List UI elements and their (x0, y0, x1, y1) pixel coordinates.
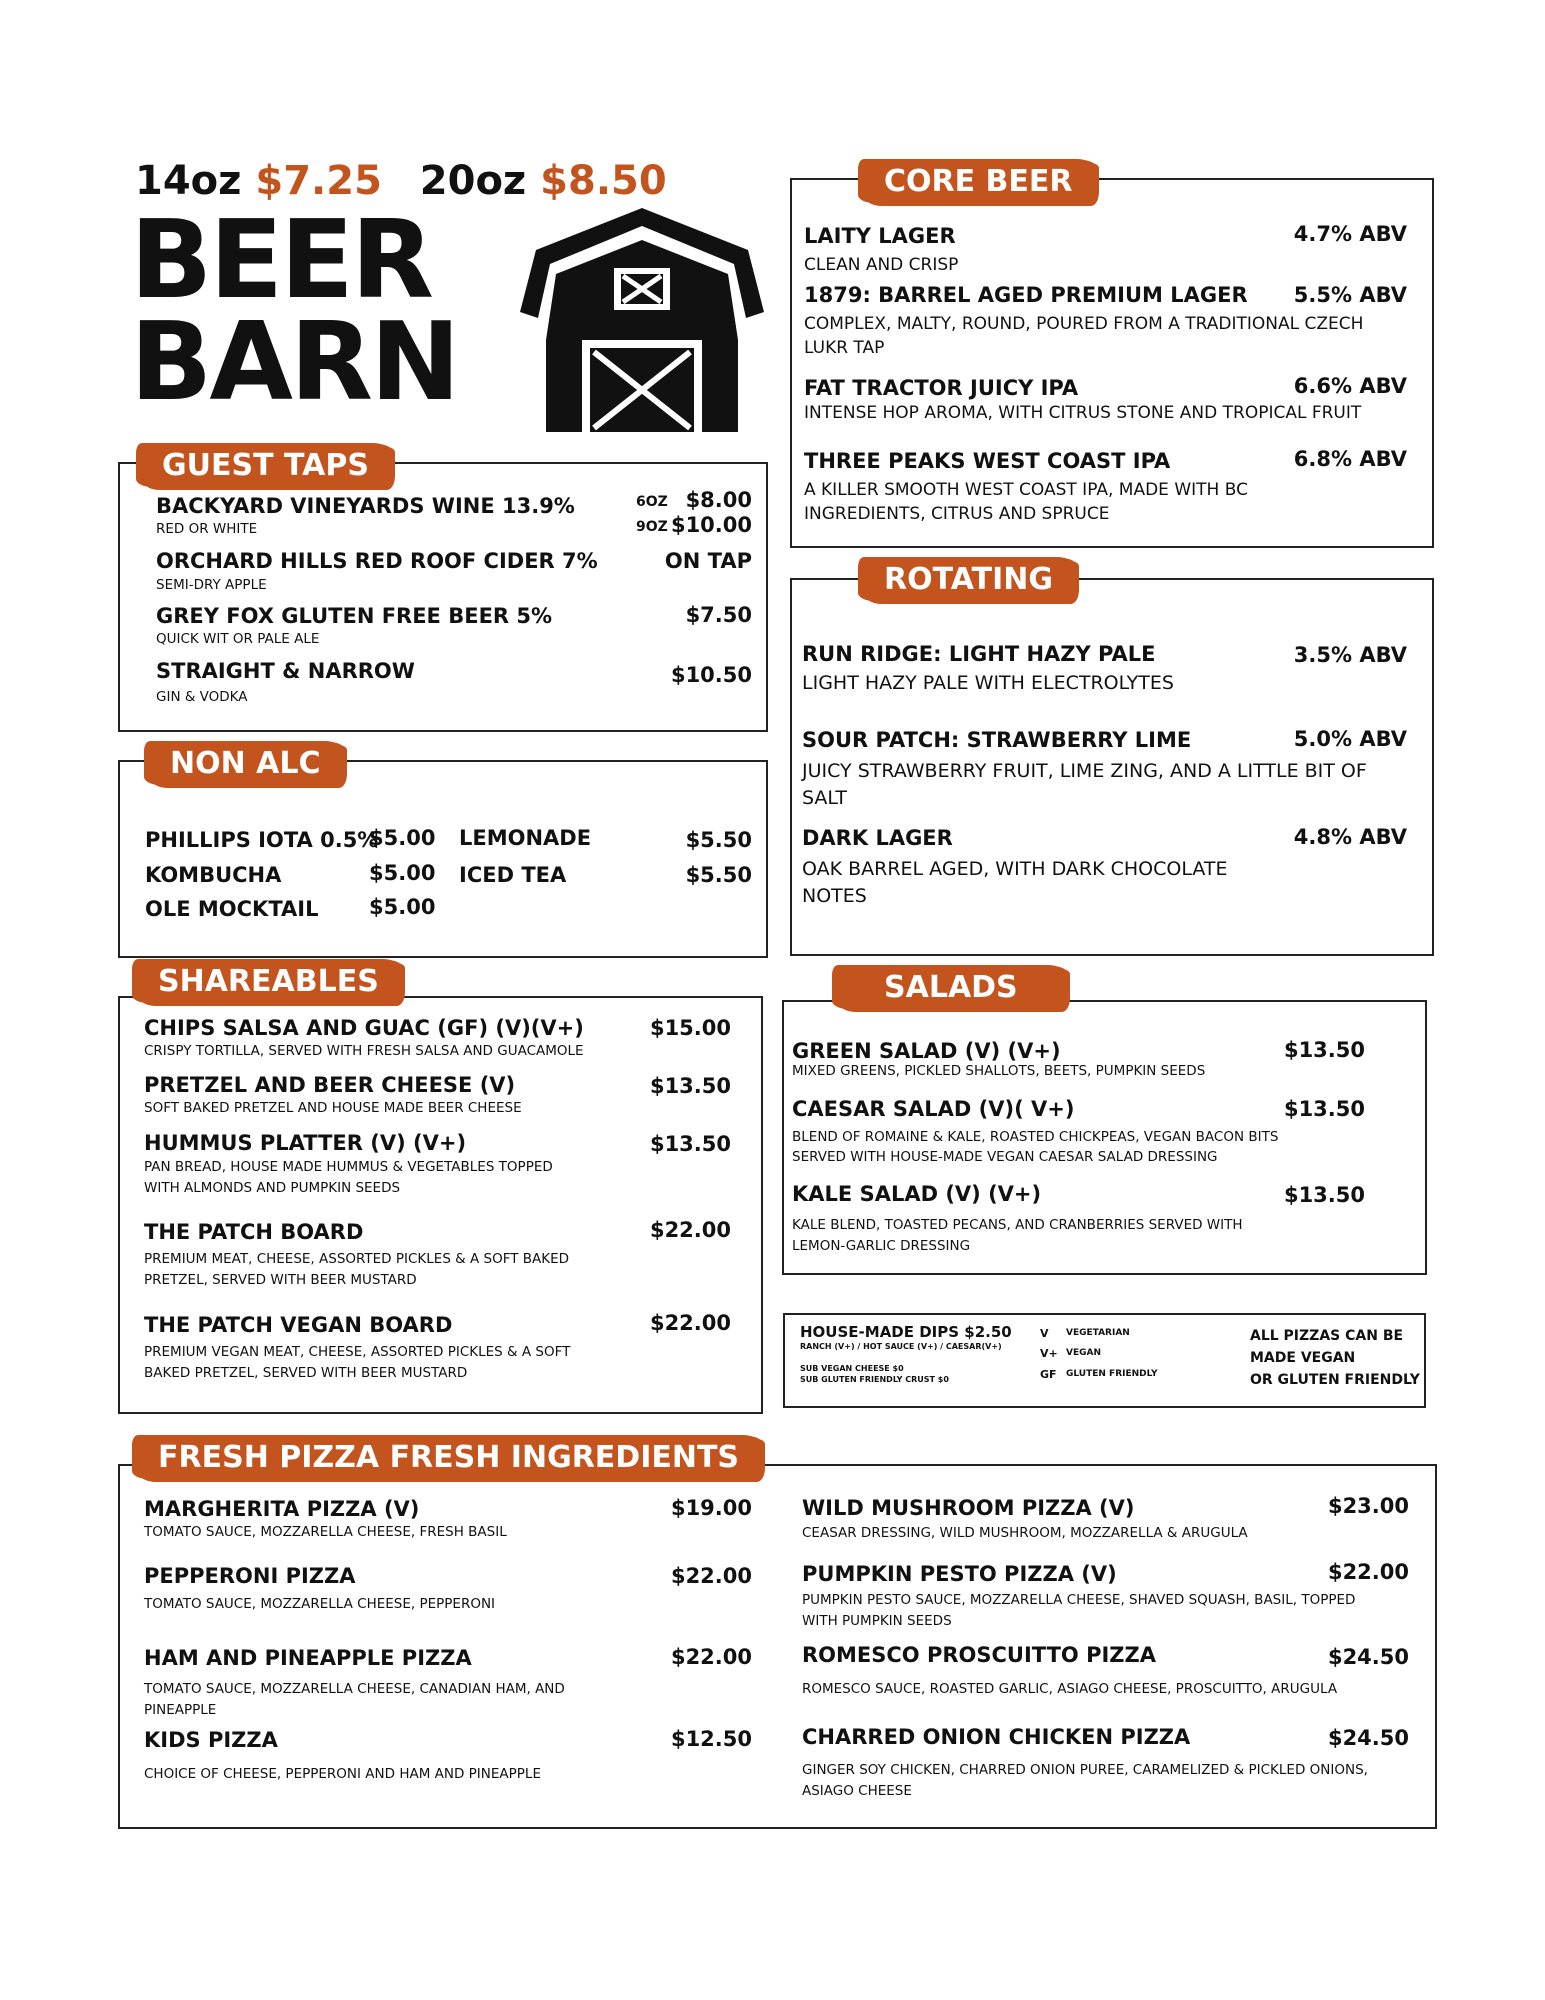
non-alc-heading: NON ALC (148, 742, 343, 786)
beer-desc: COMPLEX, MALTY, ROUND, POURED FROM A TRADITIONAL CZECH (804, 314, 1364, 334)
shareable-desc: PAN BREAD, HOUSE MADE HUMMUS & VEGETABLES TOPPED (144, 1159, 553, 1175)
guest-tap-price: ON TAP (664, 549, 752, 573)
beer-name: SOUR PATCH: STRAWBERRY LIME (802, 728, 1192, 752)
pizza-heading: FRESH PIZZA FRESH INGREDIENTS (136, 1436, 761, 1480)
pizza-price: $22.00 (670, 1645, 752, 1669)
guest-tap-price: $10.50 (670, 663, 752, 687)
non-alc-name: KOMBUCHA (145, 863, 282, 887)
title-line-barn: BARN (130, 300, 458, 425)
shareable-desc: CRISPY TORTILLA, SERVED WITH FRESH SALSA AND GUACAMOLE (144, 1043, 584, 1059)
beer-desc: OAK BARREL AGED, WITH DARK CHOCOLATE (802, 858, 1228, 880)
sub-gluten-crust: SUB GLUTEN FRIENDLY CRUST $0 (800, 1375, 949, 1384)
shareable-price: $15.00 (649, 1016, 731, 1040)
pizza-name: CHARRED ONION CHICKEN PIZZA (802, 1725, 1191, 1749)
legend-label: GLUTEN FRIENDLY (1066, 1369, 1158, 1379)
title-line-beer: BEER (130, 198, 432, 323)
guest-tap-price: $7.50 (685, 603, 752, 627)
legend-key: GF (1040, 1368, 1057, 1381)
barn-icon (520, 200, 765, 435)
non-alc-name: ICED TEA (459, 863, 567, 887)
shareable-price: $22.00 (649, 1311, 731, 1335)
beer-abv: 3.5% ABV (1293, 643, 1407, 667)
beer-abv: 5.0% ABV (1293, 727, 1407, 751)
pizza-name: WILD MUSHROOM PIZZA (V) (802, 1496, 1135, 1520)
price-20oz: $8.50 (540, 158, 667, 204)
salad-desc: MIXED GREENS, PICKLED SHALLOTS, BEETS, PUMPKIN SEEDS (792, 1063, 1206, 1079)
pizza-name: PUMPKIN PESTO PIZZA (V) (802, 1562, 1117, 1586)
non-alc-section (118, 760, 768, 958)
pizza-name: KIDS PIZZA (144, 1728, 278, 1752)
beer-desc: NOTES (802, 885, 867, 907)
beer-desc: A KILLER SMOOTH WEST COAST IPA, MADE WITH BC (804, 480, 1248, 500)
beer-abv: 4.7% ABV (1293, 222, 1407, 246)
beer-abv: 6.6% ABV (1293, 374, 1407, 398)
pizza-desc: TOMATO SAUCE, MOZZARELLA CHEESE, FRESH BASIL (144, 1524, 507, 1540)
salad-name: GREEN SALAD (V) (V+) (792, 1039, 1061, 1063)
size-14oz: 14oz (135, 158, 242, 204)
beer-desc: INTENSE HOP AROMA, WITH CITRUS STONE AND TROPICAL FRUIT (804, 403, 1362, 423)
beer-name: THREE PEAKS WEST COAST IPA (804, 449, 1171, 473)
pizza-desc: PINEAPPLE (144, 1702, 217, 1718)
non-alc-name: LEMONADE (459, 826, 592, 850)
salad-desc: KALE BLEND, TOASTED PECANS, AND CRANBERRIES SERVED WITH (792, 1217, 1243, 1233)
pizza-desc: TOMATO SAUCE, MOZZARELLA CHEESE, CANADIAN HAM, AND (144, 1681, 565, 1697)
shareable-price: $13.50 (649, 1074, 731, 1098)
wine-size-9oz: 9OZ (636, 519, 668, 535)
shareable-desc: BAKED PRETZEL, SERVED WITH BEER MUSTARD (144, 1365, 468, 1381)
pizza-name: HAM AND PINEAPPLE PIZZA (144, 1646, 472, 1670)
pizza-note: MADE VEGAN (1250, 1350, 1356, 1366)
size-20oz: 20oz (419, 158, 527, 204)
beer-name: FAT TRACTOR JUICY IPA (804, 376, 1079, 400)
salad-desc: BLEND OF ROMAINE & KALE, ROASTED CHICKPEAS, VEGAN BACON BITS (792, 1129, 1279, 1145)
guest-tap-desc: QUICK WIT OR PALE ALE (156, 631, 320, 647)
shareable-desc: PREMIUM VEGAN MEAT, CHEESE, ASSORTED PICKLES & A SOFT (144, 1344, 571, 1360)
shareable-desc: PREMIUM MEAT, CHEESE, ASSORTED PICKLES & A SOFT BAKED (144, 1251, 570, 1267)
salad-desc: LEMON-GARLIC DRESSING (792, 1238, 971, 1254)
shareable-price: $22.00 (649, 1218, 731, 1242)
shareable-name: CHIPS SALSA AND GUAC (GF) (V)(V+) (144, 1016, 584, 1040)
pizza-price: $24.50 (1327, 1645, 1409, 1669)
beer-desc: SALT (802, 787, 847, 809)
salad-price: $13.50 (1283, 1038, 1365, 1062)
guest-tap-name: BACKYARD VINEYARDS WINE 13.9% (156, 494, 575, 518)
beer-abv: 4.8% ABV (1293, 825, 1407, 849)
non-alc-price: $5.00 (369, 861, 436, 885)
beer-name: 1879: BARREL AGED PREMIUM LAGER (804, 283, 1248, 307)
pizza-price: $19.00 (670, 1496, 752, 1520)
non-alc-name: OLE MOCKTAIL (145, 897, 319, 921)
shareable-desc: SOFT BAKED PRETZEL AND HOUSE MADE BEER CHEESE (144, 1100, 522, 1116)
salad-desc: SERVED WITH HOUSE-MADE VEGAN CAESAR SALAD DRESSING (792, 1149, 1218, 1165)
legend-key: V (1040, 1327, 1049, 1340)
beer-desc: LIGHT HAZY PALE WITH ELECTROLYTES (802, 672, 1174, 694)
pizza-desc: GINGER SOY CHICKEN, CHARRED ONION PUREE, CARAMELIZED & PICKLED ONIONS, (802, 1762, 1368, 1778)
legend-label: VEGAN (1066, 1348, 1101, 1358)
guest-taps-heading: GUEST TAPS (140, 444, 391, 488)
pizza-desc: CHOICE OF CHEESE, PEPPERONI AND HAM AND PINEAPPLE (144, 1766, 541, 1782)
shareable-name: PRETZEL AND BEER CHEESE (V) (144, 1073, 516, 1097)
guest-tap-desc: RED OR WHITE (156, 521, 258, 537)
pizza-name: PEPPERONI PIZZA (144, 1564, 356, 1588)
sub-vegan-cheese: SUB VEGAN CHEESE $0 (800, 1364, 904, 1373)
salad-name: KALE SALAD (V) (V+) (792, 1182, 1042, 1206)
non-alc-price: $5.50 (685, 863, 752, 887)
shareable-name: HUMMUS PLATTER (V) (V+) (144, 1131, 467, 1155)
wine-size-6oz: 6OZ (636, 494, 668, 510)
shareable-price: $13.50 (649, 1132, 731, 1156)
core-beer-heading: CORE BEER (862, 160, 1095, 204)
guest-tap-name: ORCHARD HILLS RED ROOF CIDER 7% (156, 549, 598, 573)
wine-price-9oz: $10.00 (670, 513, 752, 537)
pizza-note: ALL PIZZAS CAN BE (1250, 1328, 1404, 1344)
guest-tap-desc: SEMI-DRY APPLE (156, 577, 267, 593)
dips-title: HOUSE-MADE DIPS $2.50 (800, 1323, 1012, 1341)
beer-desc: LUKR TAP (804, 338, 885, 358)
pizza-desc: PUMPKIN PESTO SAUCE, MOZZARELLA CHEESE, SHAVED SQUASH, BASIL, TOPPED (802, 1592, 1356, 1608)
legend-label: VEGETARIAN (1066, 1328, 1130, 1338)
legend-key: V+ (1040, 1347, 1058, 1360)
salad-price: $13.50 (1283, 1097, 1365, 1121)
price-14oz: $7.25 (255, 158, 382, 204)
page-title (130, 198, 458, 425)
pizza-desc: TOMATO SAUCE, MOZZARELLA CHEESE, PEPPERONI (144, 1596, 496, 1612)
guest-tap-name: STRAIGHT & NARROW (156, 659, 415, 683)
pizza-price: $23.00 (1327, 1494, 1409, 1518)
pizza-desc: CEASAR DRESSING, WILD MUSHROOM, MOZZARELLA & ARUGULA (802, 1525, 1248, 1541)
shareable-desc: WITH ALMONDS AND PUMPKIN SEEDS (144, 1180, 401, 1196)
beer-name: LAITY LAGER (804, 224, 956, 248)
shareable-name: THE PATCH VEGAN BOARD (144, 1313, 453, 1337)
pizza-desc: WITH PUMPKIN SEEDS (802, 1613, 952, 1629)
pizza-name: MARGHERITA PIZZA (V) (144, 1497, 420, 1521)
guest-tap-name: GREY FOX GLUTEN FREE BEER 5% (156, 604, 553, 628)
shareable-name: THE PATCH BOARD (144, 1220, 364, 1244)
pizza-price: $22.00 (1327, 1560, 1409, 1584)
pizza-price: $12.50 (670, 1727, 752, 1751)
beer-abv: 5.5% ABV (1293, 283, 1407, 307)
dips-options: RANCH (V+) / HOT SAUCE (V+) / CAESAR(V+) (800, 1342, 1002, 1351)
shareable-desc: PRETZEL, SERVED WITH BEER MUSTARD (144, 1272, 417, 1288)
wine-price-6oz: $8.00 (685, 488, 752, 512)
guest-tap-desc: GIN & VODKA (156, 689, 248, 705)
beer-name: DARK LAGER (802, 826, 953, 850)
shareables-heading: SHAREABLES (136, 960, 401, 1004)
rotating-heading: ROTATING (862, 558, 1075, 602)
beer-abv: 6.8% ABV (1293, 447, 1407, 471)
pizza-price: $24.50 (1327, 1726, 1409, 1750)
beer-name: RUN RIDGE: LIGHT HAZY PALE (802, 642, 1156, 666)
non-alc-price: $5.00 (369, 895, 436, 919)
pizza-desc: ROMESCO SAUCE, ROASTED GARLIC, ASIAGO CHEESE, PROSCUITTO, ARUGULA (802, 1681, 1338, 1697)
beer-desc: INGREDIENTS, CITRUS AND SPRUCE (804, 504, 1110, 524)
pizza-note: OR GLUTEN FRIENDLY (1250, 1372, 1420, 1388)
pizza-price: $22.00 (670, 1564, 752, 1588)
non-alc-price: $5.50 (685, 828, 752, 852)
non-alc-price: $5.00 (369, 826, 436, 850)
salad-price: $13.50 (1283, 1183, 1365, 1207)
non-alc-name: PHILLIPS IOTA 0.5% (145, 828, 379, 852)
pizza-desc: ASIAGO CHEESE (802, 1783, 912, 1799)
pizza-name: ROMESCO PROSCUITTO PIZZA (802, 1643, 1156, 1667)
salads-heading: SALADS (836, 966, 1066, 1010)
salad-name: CAESAR SALAD (V)( V+) (792, 1097, 1075, 1121)
beer-desc: JUICY STRAWBERRY FRUIT, LIME ZING, AND A LITTLE BIT OF (802, 760, 1367, 782)
beer-desc: CLEAN AND CRISP (804, 255, 959, 275)
